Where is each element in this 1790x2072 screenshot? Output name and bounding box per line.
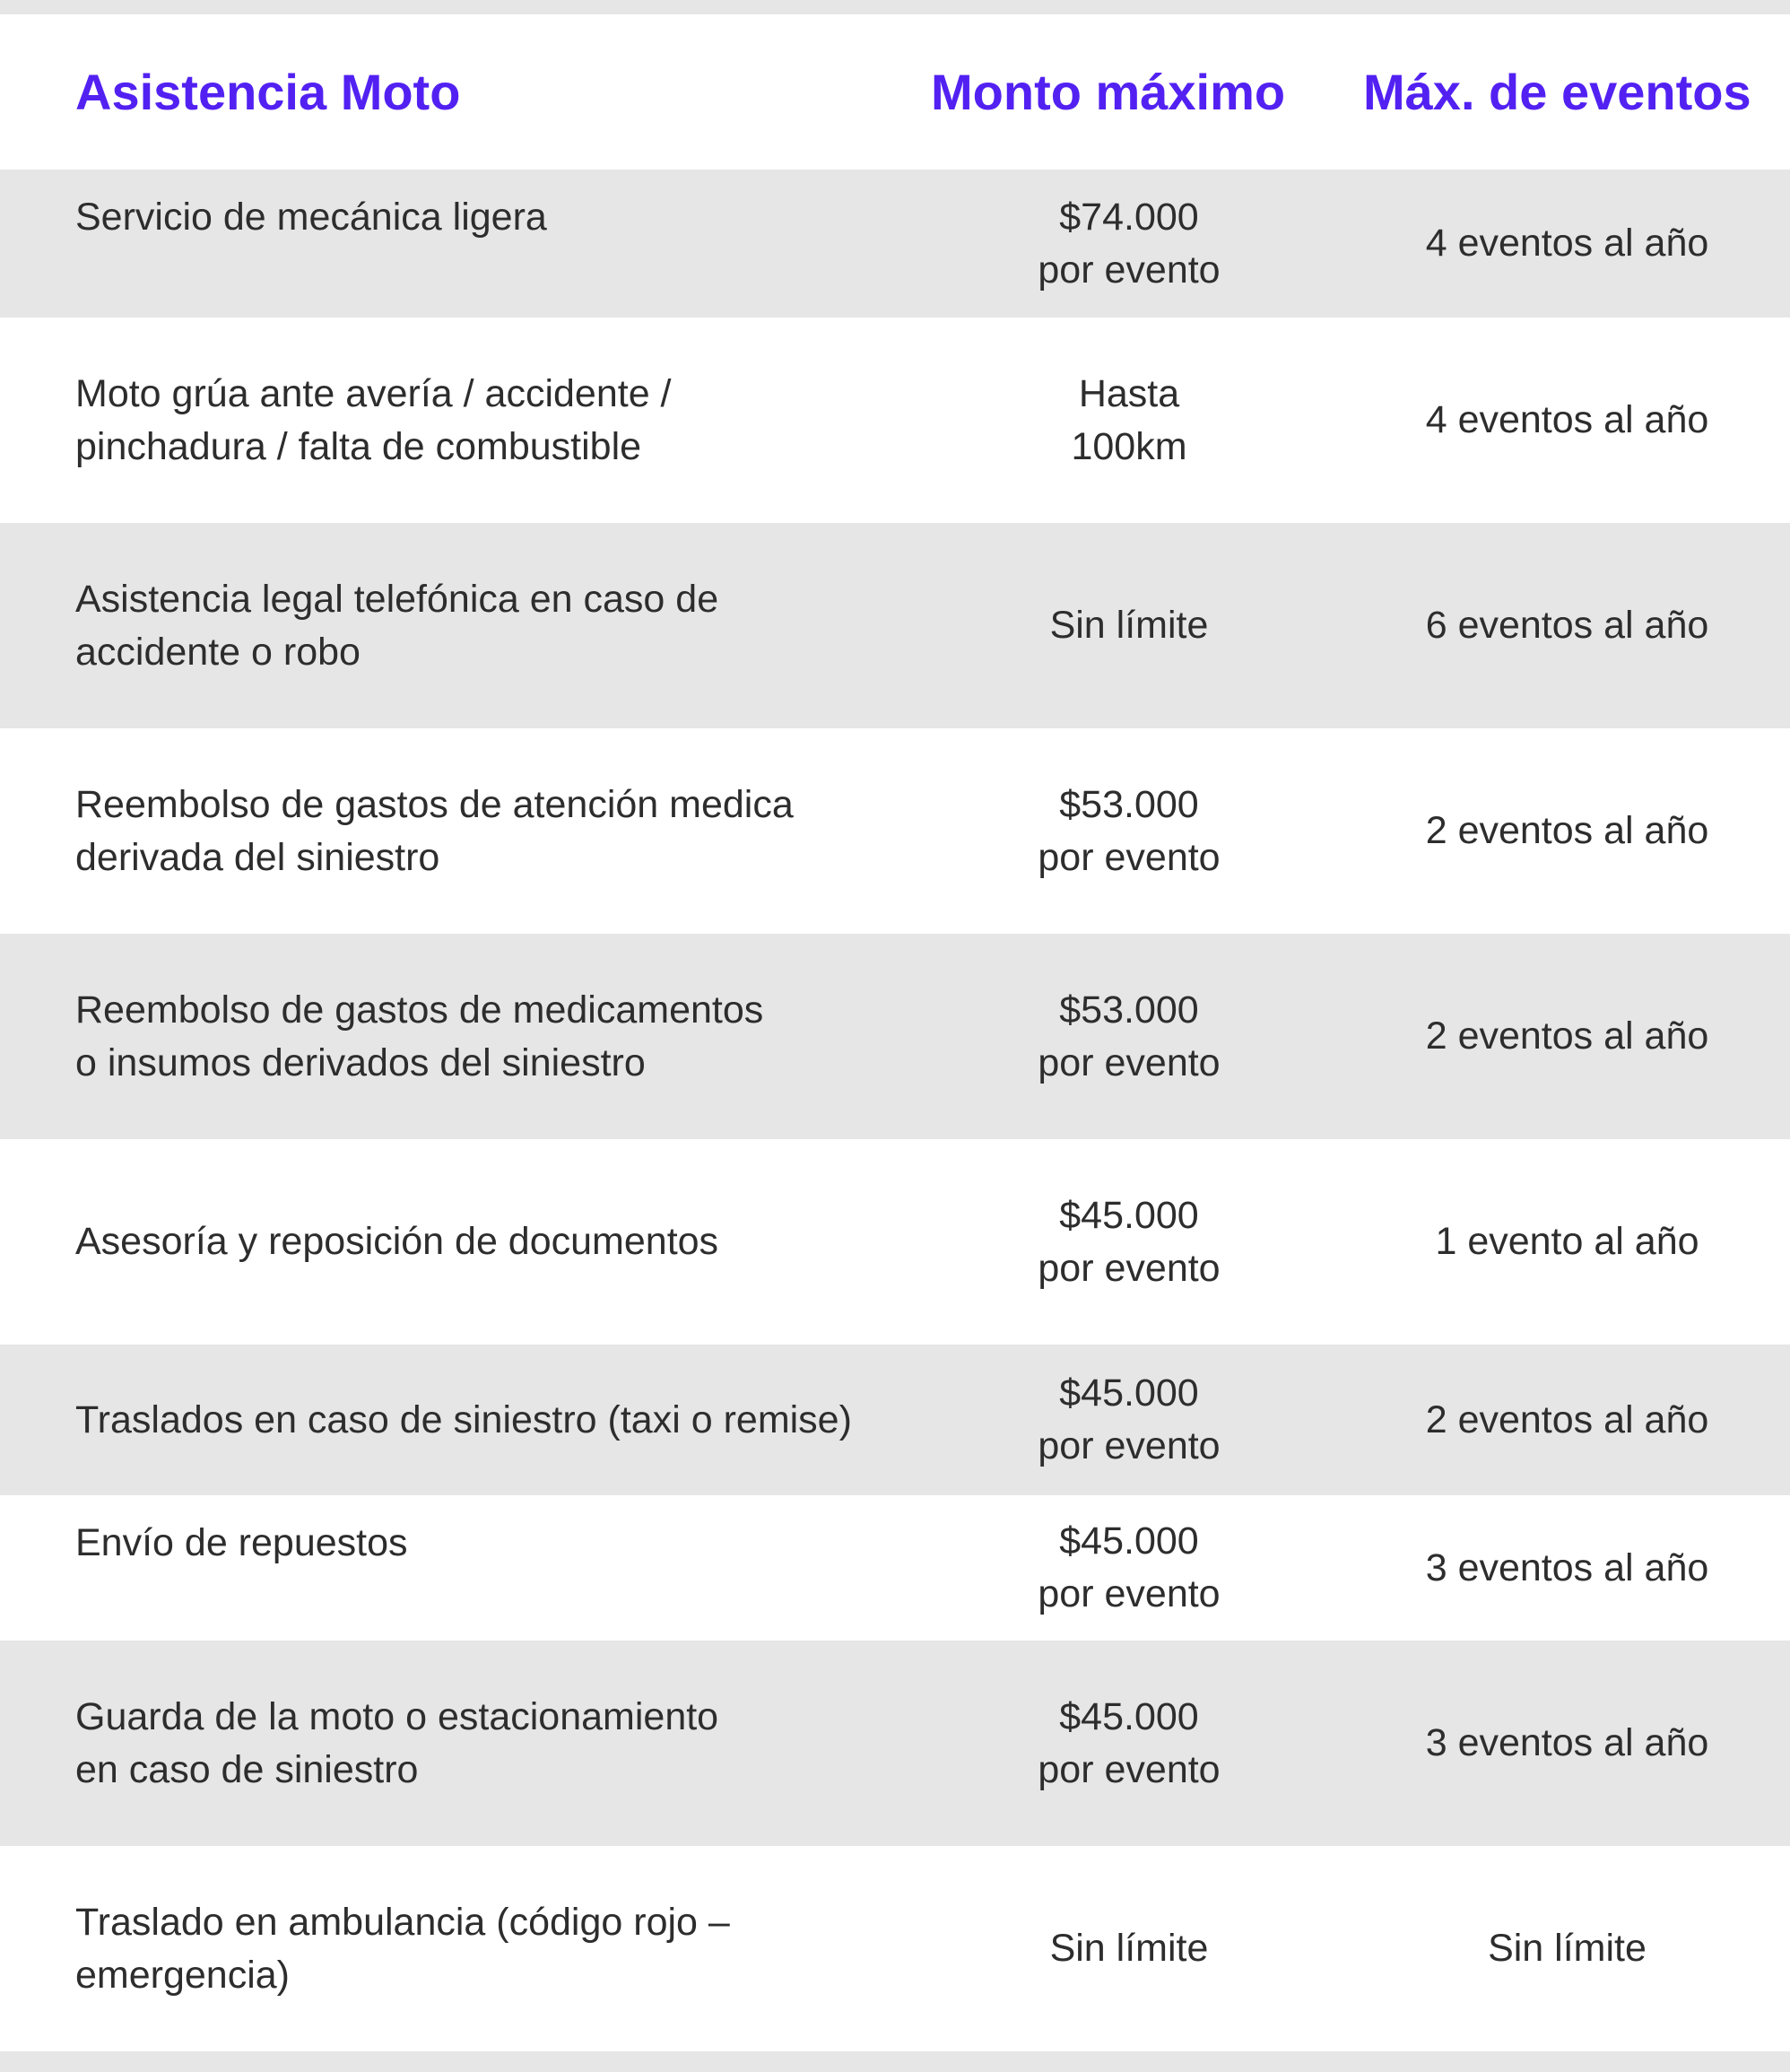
max-amount: $45.000 por evento [1038,1694,1221,1791]
header-max-amount: Monto máximo [931,64,1286,120]
service-name: Traslados en caso de siniestro (taxi o remise) [75,1397,852,1441]
service-name: Guarda de la moto o estacionamiento en caso de siniestro [75,1694,719,1791]
table-row [0,1641,1790,1846]
table-header [0,14,1790,170]
header-service: Asistencia Moto [75,64,461,120]
max-amount: $74.000 por evento [1038,195,1221,292]
max-events: 4 eventos al año [1425,222,1709,265]
max-amount: Hasta 100km [1071,371,1187,468]
table-row [0,1139,1790,1345]
max-amount: $53.000 por evento [1038,988,1221,1084]
service-name: Servicio de mecánica ligera [75,196,547,239]
table-row [0,170,1790,318]
service-name: Asistencia legal telefónica en caso de accidente o robo [75,577,719,674]
max-events: 4 eventos al año [1425,398,1709,441]
top-divider-band [0,0,1790,14]
max-events: 3 eventos al año [1425,1721,1709,1764]
bottom-divider-band [0,2051,1790,2072]
table-row [0,1495,1790,1641]
table-row [0,728,1790,934]
max-events: 2 eventos al año [1425,1397,1709,1441]
service-name: Asesoría y reposición de documentos [75,1220,719,1263]
service-name: Envío de repuestos [75,1521,408,1564]
max-amount: Sin límite [1049,604,1209,647]
service-name: Reembolso de gastos de medicamentos o insumos derivados del siniestro [75,988,764,1084]
table-row [0,1846,1790,2051]
max-amount: $45.000 por evento [1038,1371,1221,1467]
table-row [0,1345,1790,1495]
max-events: 2 eventos al año [1425,1014,1709,1058]
max-amount: Sin límite [1049,1927,1209,1970]
service-name: Moto grúa ante avería / accidente / pinchadura / falta de combustible [75,371,672,468]
table-row [0,523,1790,728]
service-name: Reembolso de gastos de atención medica derivada del siniestro [75,782,794,879]
max-amount: $53.000 por evento [1038,782,1221,879]
service-name: Traslado en ambulancia (código rojo – emergencia) [75,1900,730,1997]
max-amount: $45.000 por evento [1038,1193,1221,1290]
header-max-events: Máx. de eventos [1363,64,1751,120]
max-events: 2 eventos al año [1425,809,1709,852]
max-amount: $45.000 por evento [1038,1519,1221,1615]
max-events: 6 eventos al año [1425,604,1709,647]
max-events: 3 eventos al año [1425,1545,1709,1589]
max-events: Sin límite [1488,1927,1647,1970]
table-row [0,934,1790,1139]
table-row [0,318,1790,523]
max-events: 1 evento al año [1435,1220,1699,1263]
